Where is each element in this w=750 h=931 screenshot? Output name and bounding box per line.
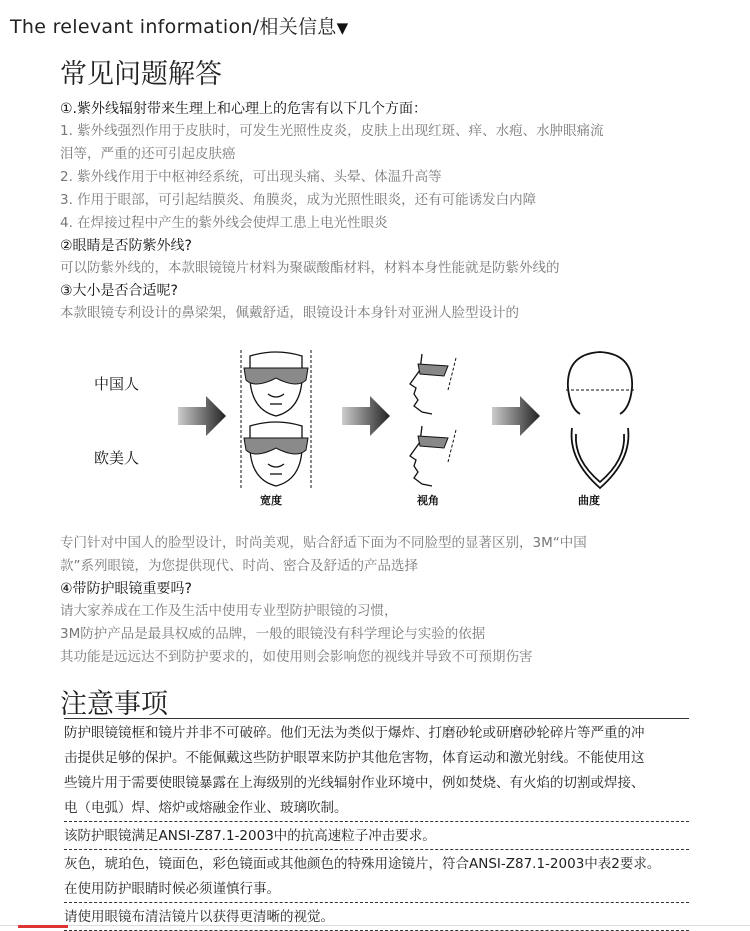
accent-mark bbox=[18, 925, 68, 928]
q1-line: 泪等，严重的还可引起皮肤癌 bbox=[60, 146, 236, 162]
q4-line: 3M防护产品是最具权威的品牌，一般的眼镜没有科学理论与实验的依据 bbox=[60, 626, 486, 642]
notice-title: 注意事项 bbox=[60, 689, 168, 720]
header-text: The relevant information/相关信息 bbox=[10, 16, 337, 38]
notice-line: 防护眼镜镜框和镜片并非不可破碎。他们无法为类似于爆炸、打磨砂轮或研磨砂轮碎片等严重的冲 bbox=[64, 725, 645, 741]
figure-description: 款”系列眼镜，为您提供现代、时尚、密合及舒适的产品选择 bbox=[60, 558, 418, 574]
notice-line: 该防护眼镜满足ANSI-Z87.1-2003中的抗高速粒子冲击要求。 bbox=[64, 828, 436, 844]
caption-curve: 曲度 bbox=[578, 494, 600, 507]
divider bbox=[0, 925, 750, 926]
faq-title: 常见问题解答 bbox=[60, 59, 222, 90]
q1-line: 3. 作用于眼部，可引起结膜炎、角膜炎，成为光照性眼炎，还有可能诱发白内障 bbox=[60, 192, 537, 208]
q3-answer: 本款眼镜专利设计的鼻梁架，佩戴舒适，眼镜设计本身针对亚洲人脸型设计的 bbox=[60, 305, 519, 321]
notice-block bbox=[64, 850, 689, 903]
face-profile-icon bbox=[402, 350, 462, 490]
notice-block bbox=[64, 903, 689, 931]
notice-line: 击提供足够的保护。不能佩戴这些防护眼罩来防护其他危害物，体育运动和激光射线。不能使用这 bbox=[64, 750, 645, 766]
notice-block bbox=[64, 822, 689, 850]
notice-line: 灰色，琥珀色，镜面色，彩色镜面或其他颜色的特殊用途镜片，符合ANSI-Z87.1-2003中表2要求。 bbox=[64, 856, 661, 872]
q1-line: 2. 紫外线作用于中枢神经系统，可出现头痛、头晕、体温升高等 bbox=[60, 169, 442, 185]
notice-line: 些镜片用于需要使眼镜暴露在上海级别的光线辐射作业环境中，例如焚烧、有火焰的切割或焊接、 bbox=[64, 775, 645, 791]
faq-q1 bbox=[60, 98, 720, 325]
caption-angle: 视角 bbox=[417, 494, 439, 507]
notice-line: 在使用防护眼睛时候必须谨慎行事。 bbox=[64, 881, 280, 897]
notice-list bbox=[64, 718, 689, 931]
q1-line: 1. 紫外线强烈作用于皮肤时，可发生光照性皮炎，皮肤上出现红斑、痒、水疱、水肿眼痛流 bbox=[60, 123, 604, 139]
notice-block bbox=[64, 718, 689, 822]
q1-question: ①.紫外线辐射带来生理上和心理上的危害有以下几个方面： bbox=[60, 101, 427, 117]
figure-description: 专门针对中国人的脸型设计，时尚美观，贴合舒适下面为不同脸型的显著区别，3M“中国 bbox=[60, 535, 587, 551]
triangle-down-icon: ▼ bbox=[336, 19, 349, 37]
faq-q4 bbox=[60, 532, 720, 669]
face-front-icon bbox=[240, 350, 312, 490]
q4-line: 请大家养成在工作及生活中使用专业型防护眼镜的习惯， bbox=[60, 603, 398, 619]
notice-line: 电（电弧）焊、熔炉或熔融金作业、玻璃吹制。 bbox=[64, 800, 348, 816]
label-chinese: 中国人 bbox=[94, 375, 140, 393]
caption-width: 宽度 bbox=[260, 494, 282, 507]
arrow-right-icon bbox=[178, 396, 228, 436]
lens-curvature-icon bbox=[558, 348, 642, 496]
q4-line: 其功能是远远达不到防护要求的，如使用则会影响您的视线并导致不可预期伤害 bbox=[60, 649, 533, 665]
section-header bbox=[10, 12, 348, 39]
q2-answer: 可以防紫外线的，本款眼镜镜片材料为聚碳酸酯材料，材料本身性能就是防紫外线的 bbox=[60, 260, 560, 276]
label-western: 欧美人 bbox=[94, 449, 140, 467]
arrow-right-icon bbox=[492, 396, 542, 436]
q4-question: ④带防护眼镜重要吗? bbox=[60, 581, 192, 597]
arrow-right-icon bbox=[342, 396, 392, 436]
face-comparison-figure bbox=[60, 340, 720, 515]
q3-question: ③大小是否合适呢? bbox=[60, 283, 178, 299]
q1-line: 4. 在焊接过程中产生的紫外线会使焊工患上电光性眼炎 bbox=[60, 215, 388, 231]
notice-line: 请使用眼镜布清洁镜片以获得更清晰的视觉。 bbox=[64, 909, 334, 925]
q2-question: ②眼睛是否防紫外线? bbox=[60, 238, 192, 254]
